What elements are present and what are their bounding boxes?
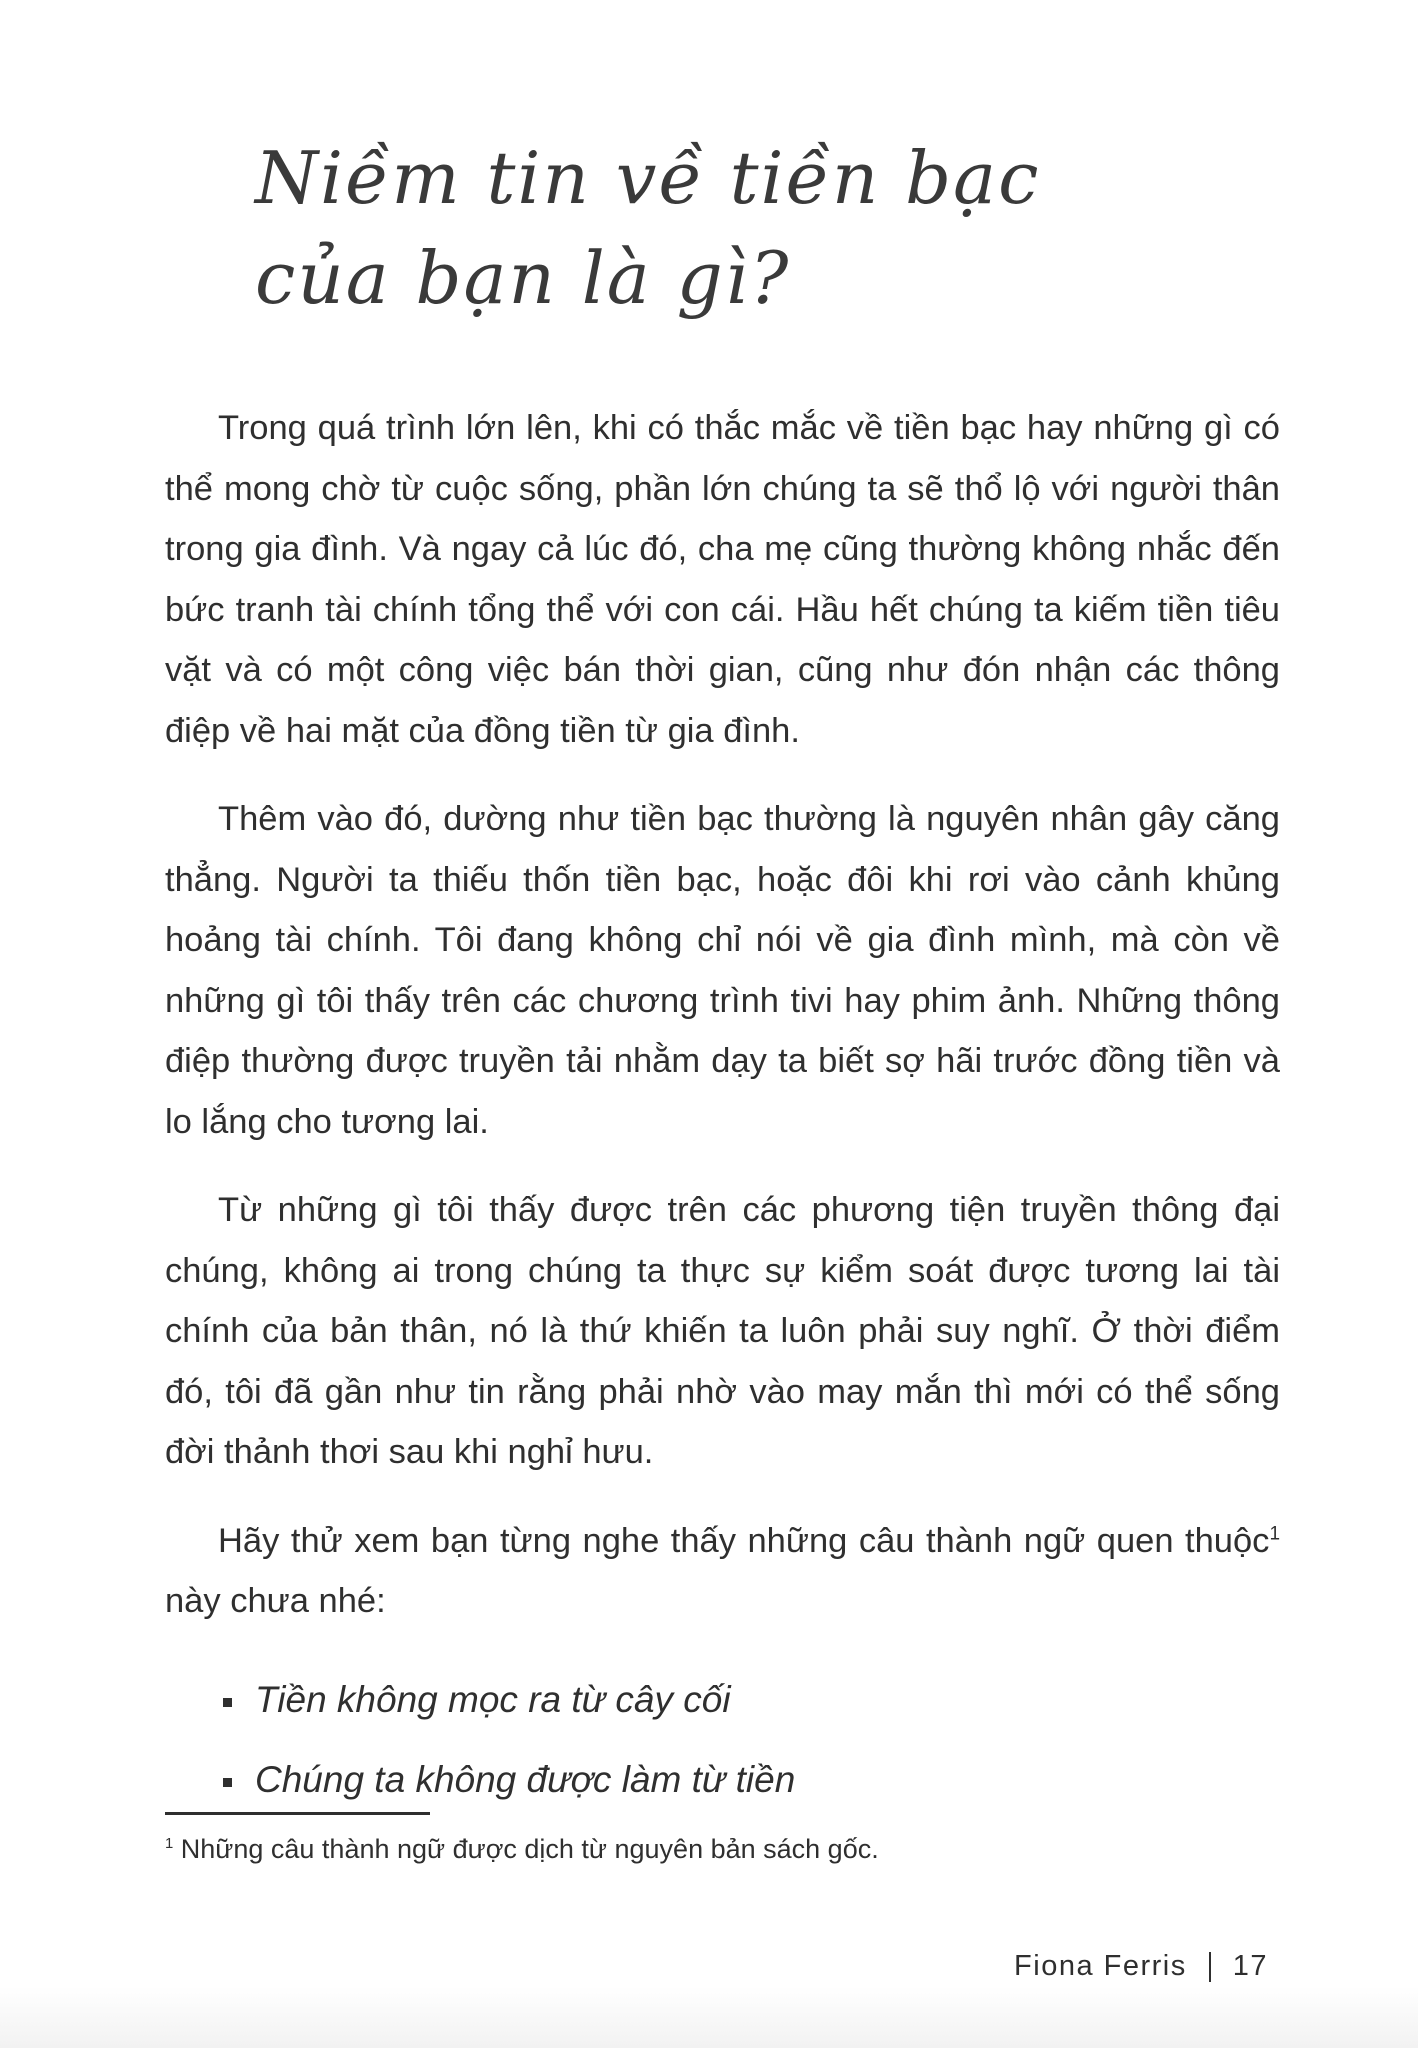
footnote-reference: 1: [1269, 1523, 1280, 1544]
paragraph-1: Trong quá trình lớn lên, khi có thắc mắc về tiền bạc hay những gì có thể mong chờ từ cuộc sống, phần lớn chúng ta sẽ thổ lộ với người thân trong gia đình. Và ngay cả lúc đó, cha mẹ cũng thường không nhắc đến bức tranh tài chính tổng thể với con cái. Hầu hết chúng ta kiếm tiền tiêu vặt và có một công việc bán thời gian, cũng như đón nhận các thông điệp về hai mặt của đồng tiền từ gia đình.: [165, 409, 1280, 750]
footnote-divider: [165, 1812, 430, 1815]
footnote-text: Những câu thành ngữ được dịch từ nguyên bản sách gốc.: [173, 1834, 879, 1864]
paragraph-3: Từ những gì tôi thấy được trên các phương tiện truyền thông đại chúng, không ai trong chúng ta thực sự kiểm soát được tương lai tài chính của bản thân, nó là thứ khiến ta luôn phải suy nghĩ. Ở thời điểm đó, tôi đã gần như tin rằng phải nhờ vào may mắn thì mới có thể sống đời thảnh thơi sau khi nghỉ hưu.: [165, 1191, 1280, 1471]
body-text: [165, 398, 1280, 1820]
intro-text-end: này chưa nhé:: [165, 1582, 386, 1620]
running-footer: [1014, 1950, 1268, 1983]
footnote-marker: 1: [165, 1836, 174, 1852]
chapter-title: [255, 128, 1235, 328]
page-number: 17: [1232, 1950, 1268, 1982]
intro-text: Hãy thử xem bạn từng nghe thấy những câu thành ngữ quen thuộc: [218, 1521, 1270, 1560]
chapter-title-line-1: Niềm tin về tiền bạc: [255, 136, 1041, 220]
list-item: [215, 1660, 1280, 1740]
paragraph-2: Thêm vào đó, dường như tiền bạc thường là nguyên nhân gây căng thẳng. Người ta thiếu thốn tiền bạc, hoặc đôi khi rơi vào cảnh khủng hoảng tài chính. Tôi đang không chỉ nói về gia đình mình, mà còn về những gì tôi thấy trên các chương trình tivi hay phim ảnh. Những thông điệp thường được truyền tải nhằm dạy ta biết sợ hãi trước đồng tiền và lo lắng cho tương lai.: [165, 800, 1280, 1141]
footer-separator: [1209, 1952, 1211, 1982]
bullet-icon: [223, 1698, 232, 1707]
list-item-text: Tiền không mọc ra từ cây cối: [255, 1678, 731, 1720]
list-item-text: Chúng ta không được làm từ tiền: [255, 1758, 796, 1800]
footnote: [165, 1830, 1065, 1868]
footer-author: Fiona Ferris: [1014, 1950, 1187, 1982]
bullet-icon: [223, 1778, 232, 1787]
list-item: [215, 1740, 1280, 1820]
paragraph-4: [165, 1511, 1280, 1632]
idiom-list: [165, 1660, 1280, 1820]
chapter-title-line-2: của bạn là gì?: [255, 236, 791, 320]
